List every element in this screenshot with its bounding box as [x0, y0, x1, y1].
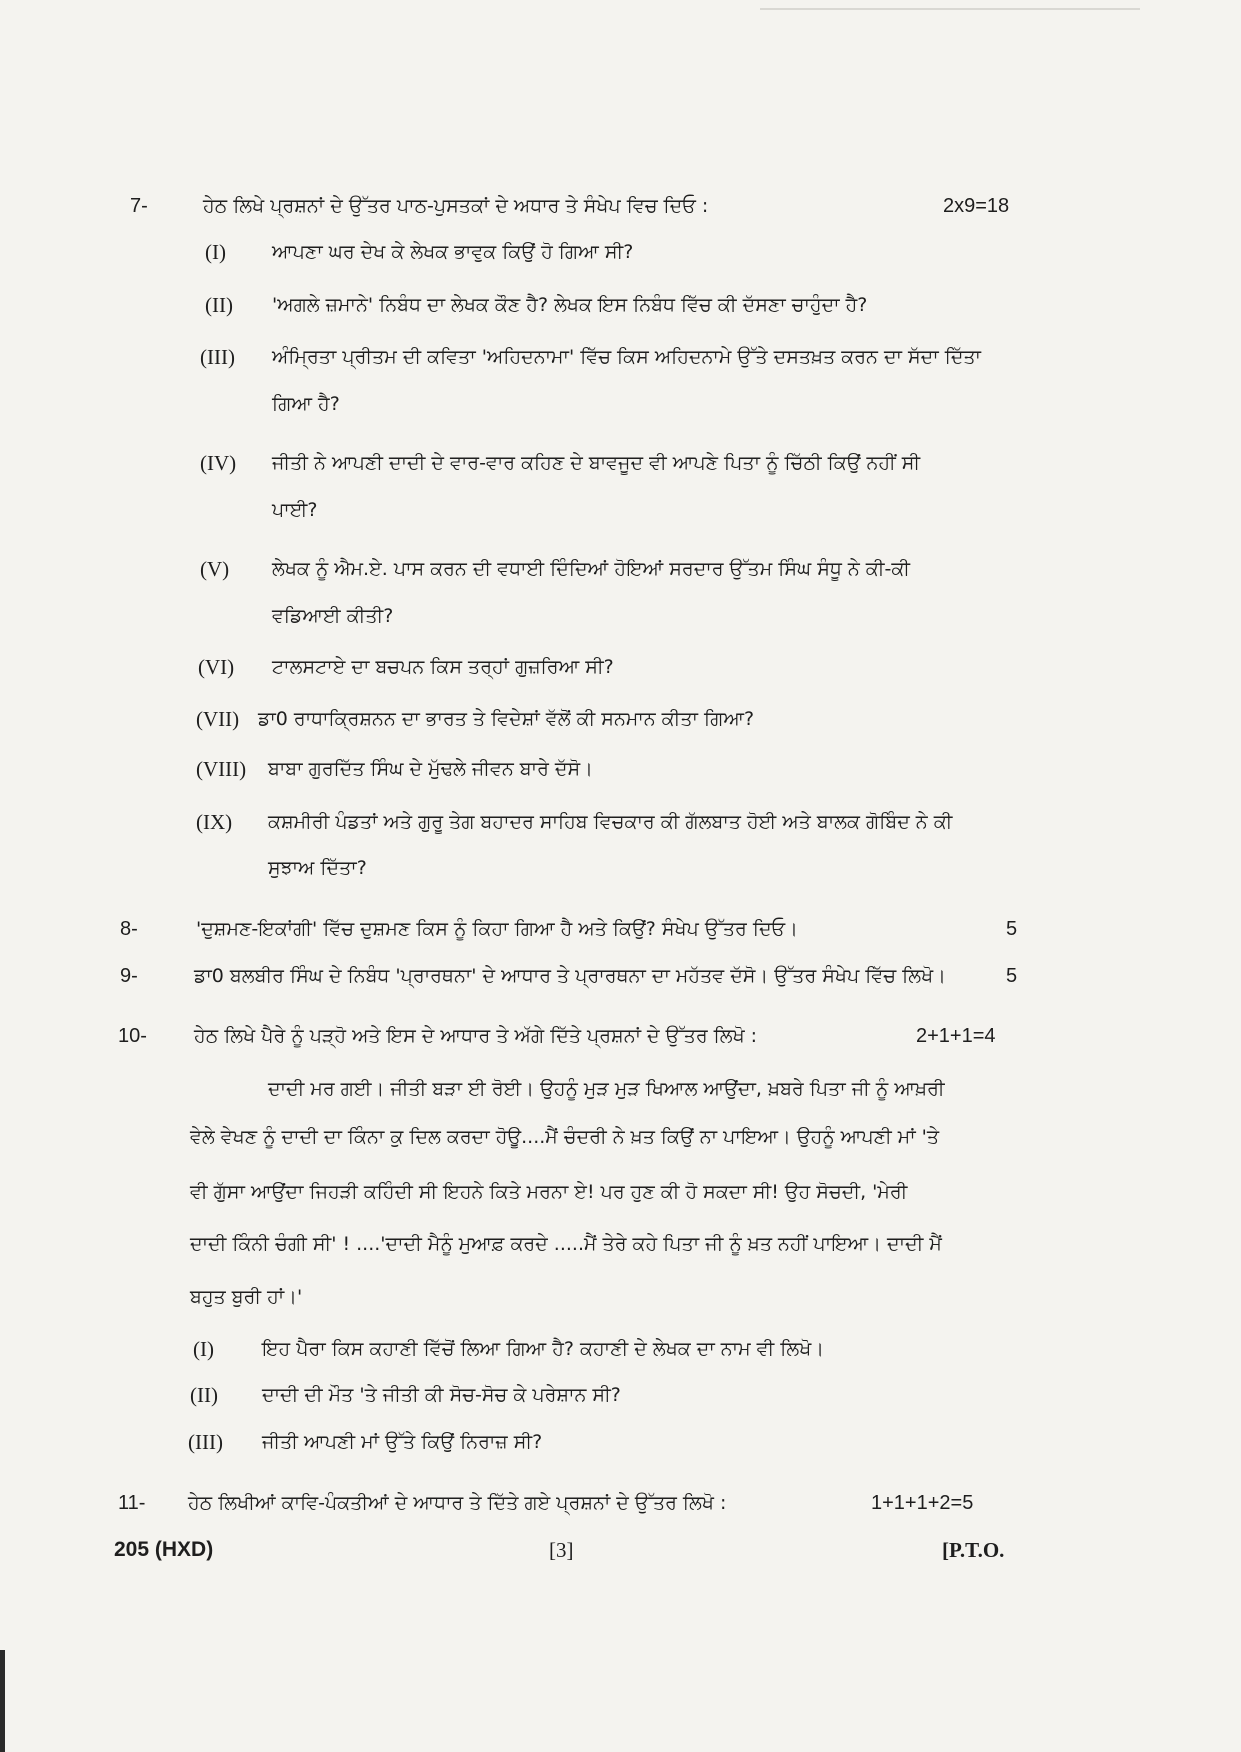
item-text: ਜੀਤੀ ਆਪਣੀ ਮਾਂ ਉੱਤੇ ਕਿਉਂ ਨਿਰਾਜ਼ ਸੀ?	[262, 1431, 543, 1453]
item-text: 'ਅਗਲੇ ਜ਼ਮਾਨੇ' ਨਿਬੰਧ ਦਾ ਲੇਖਕ ਕੌਣ ਹੈ? ਲੇਖਕ ਇਸ ਨਿਬੰਧ ਵਿੱਚ ਕੀ ਦੱਸਣਾ ਚਾਹੁੰਦਾ ਹੈ?	[272, 294, 868, 316]
question-text: ਡਾ0 ਬਲਬੀਰ ਸਿੰਘ ਦੇ ਨਿਬੰਧ 'ਪ੍ਰਾਰਥਨਾ' ਦੇ ਆਧਾਰ ਤੇ ਪ੍ਰਾਰਥਨਾ ਦਾ ਮਹੱਤਵ ਦੱਸੋ। ਉੱਤਰ ਸੰਖੇਪ ਵਿੱਚ ਲਿਖੋ।	[194, 965, 946, 987]
passage-line-1	[0, 1069, 1241, 1109]
question-9	[0, 956, 1241, 996]
question-number: 10-	[118, 1025, 147, 1047]
item-roman: (I)	[193, 1337, 214, 1361]
passage-line-5	[0, 1277, 1241, 1317]
question-8	[0, 909, 1241, 949]
q7-item-5	[0, 549, 1241, 589]
item-text-cont: ਗਿਆ ਹੈ?	[272, 393, 340, 415]
q10-item-2	[0, 1375, 1241, 1415]
item-roman: (VII)	[196, 707, 240, 731]
passage-text: ਵੀ ਗੁੱਸਾ ਆਉਂਦਾ ਜਿਹੜੀ ਕਹਿੰਦੀ ਸੀ ਇਹਨੇ ਕਿਤੇ ਮਰਨਾ ਏ! ਪਰ ਹੁਣ ਕੀ ਹੋ ਸਕਦਾ ਸੀ! ਉਹ ਸੋਚਦੀ, 'ਮੇਰੀ	[190, 1181, 908, 1203]
passage-text: ਦਾਦੀ ਮਰ ਗਈ। ਜੀਤੀ ਬੜਾ ਈ ਰੋਈ। ਉਹਨੂੰ ਮੁੜ ਮੁੜ ਖਿਆਲ ਆਉਂਦਾ, ਖ਼ਬਰੇ ਪਿਤਾ ਜੀ ਨੂੰ ਆਖ਼ਰੀ	[268, 1078, 945, 1100]
item-text-cont: ਪਾਈ?	[272, 499, 318, 521]
q7-item-9	[0, 802, 1241, 842]
item-roman: (IV)	[200, 451, 237, 475]
q10-item-1	[0, 1329, 1241, 1369]
question-text: ਹੇਠ ਲਿਖੀਆਂ ਕਾਵਿ-ਪੰਕਤੀਆਂ ਦੇ ਆਧਾਰ ਤੇ ਦਿੱਤੇ ਗਏ ਪ੍ਰਸ਼ਨਾਂ ਦੇ ਉੱਤਰ ਲਿਖੋ :	[188, 1492, 727, 1514]
question-marks: 5	[1006, 918, 1018, 940]
q7-item-6	[0, 647, 1241, 687]
item-roman: (III)	[200, 345, 235, 369]
question-text: 'ਦੁਸ਼ਮਣ-ਇਕਾਂਗੀ' ਵਿੱਚ ਦੁਸ਼ਮਣ ਕਿਸ ਨੂੰ ਕਿਹਾ ਗਿਆ ਹੈ ਅਤੇ ਕਿਉਂ? ਸੰਖੇਪ ਉੱਤਰ ਦਿਓ।	[196, 918, 798, 940]
q7-item-4-cont	[0, 490, 1241, 530]
page-footer	[0, 1530, 1241, 1570]
item-text: ਲੇਖਕ ਨੂੰ ਐਮ.ਏ. ਪਾਸ ਕਰਨ ਦੀ ਵਧਾਈ ਦਿੰਦਿਆਂ ਹੋਇਆਂ ਸਰਦਾਰ ਉੱਤਮ ਸਿੰਘ ਸੰਧੂ ਨੇ ਕੀ-ਕੀ	[272, 558, 910, 580]
q7-item-8	[0, 749, 1241, 789]
q7-item-2	[0, 285, 1241, 325]
item-text-cont: ਸੁਝਾਅ ਦਿੱਤਾ?	[268, 857, 367, 879]
q7-item-5-cont	[0, 596, 1241, 636]
item-roman: (V)	[200, 557, 230, 581]
item-text-cont: ਵਡਿਆਈ ਕੀਤੀ?	[272, 605, 394, 627]
q7-item-4	[0, 443, 1241, 483]
passage-text: ਵੇਲੇ ਵੇਖਣ ਨੂੰ ਦਾਦੀ ਦਾ ਕਿੰਨਾ ਕੁ ਦਿਲ ਕਰਦਾ ਹੋਊ....ਮੈਂ ਚੰਦਰੀ ਨੇ ਖ਼ਤ ਕਿਉਂ ਨਾ ਪਾਇਆ। ਉਹਨੂੰ ਆਪਣੀ ਮਾਂ 'ਤੇ	[190, 1126, 939, 1148]
passage-line-4	[0, 1224, 1241, 1264]
passage-line-3	[0, 1172, 1241, 1212]
question-text: ਹੇਠ ਲਿਖੇ ਪ੍ਰਸ਼ਨਾਂ ਦੇ ਉੱਤਰ ਪਾਠ-ਪੁਸਤਕਾਂ ਦੇ ਅਧਾਰ ਤੇ ਸੰਖੇਪ ਵਿਚ ਦਿਓ :	[203, 195, 709, 217]
item-text: ਜੀਤੀ ਨੇ ਆਪਣੀ ਦਾਦੀ ਦੇ ਵਾਰ-ਵਾਰ ਕਹਿਣ ਦੇ ਬਾਵਜੂਦ ਵੀ ਆਪਣੇ ਪਿਤਾ ਨੂੰ ਚਿੱਠੀ ਕਿਉਂ ਨਹੀਂ ਸੀ	[272, 452, 921, 474]
question-number: 8-	[120, 918, 138, 940]
q7-item-3-cont	[0, 384, 1241, 424]
q7-item-3	[0, 337, 1241, 377]
question-number: 9-	[120, 965, 138, 987]
item-roman: (I)	[205, 240, 226, 264]
item-text: ਟਾਲਸਟਾਏ ਦਾ ਬਚਪਨ ਕਿਸ ਤਰ੍ਹਾਂ ਗੁਜ਼ਰਿਆ ਸੀ?	[272, 656, 614, 678]
item-roman: (VI)	[198, 655, 235, 679]
question-7-header	[0, 186, 1241, 226]
passage-text: ਦਾਦੀ ਕਿੰਨੀ ਚੰਗੀ ਸੀ' ! ....'ਦਾਦੀ ਮੈਨੂੰ ਮੁਆਫ਼ ਕਰਦੇ .....ਮੈਂ ਤੇਰੇ ਕਹੇ ਪਿਤਾ ਜੀ ਨੂੰ ਖ਼ਤ ਨਹੀਂ ਪਾਇਆ। ਦਾਦੀ ਮੈਂ	[190, 1233, 942, 1255]
item-text: ਇਹ ਪੈਰਾ ਕਿਸ ਕਹਾਣੀ ਵਿੱਚੋਂ ਲਿਆ ਗਿਆ ਹੈ? ਕਹਾਣੀ ਦੇ ਲੇਖਕ ਦਾ ਨਾਮ ਵੀ ਲਿਖੋ।	[262, 1338, 825, 1360]
item-roman: (IX)	[196, 810, 233, 834]
q10-item-3	[0, 1422, 1241, 1462]
question-11	[0, 1483, 1241, 1523]
scan-edge	[0, 1650, 5, 1752]
item-roman: (III)	[188, 1430, 223, 1454]
pto-label: [P.T.O.	[942, 1538, 1005, 1562]
question-marks: 1+1+1+2=5	[871, 1492, 974, 1514]
passage-text: ਬਹੁਤ ਬੁਰੀ ਹਾਂ।'	[190, 1286, 303, 1308]
page-number: [3]	[549, 1538, 574, 1562]
question-marks: 2+1+1=4	[916, 1025, 996, 1047]
q7-item-9-cont	[0, 848, 1241, 888]
paper-code: 205 (HXD)	[114, 1538, 214, 1561]
q7-item-1	[0, 232, 1241, 272]
question-text: ਹੇਠ ਲਿਖੇ ਪੈਰੇ ਨੂੰ ਪੜ੍ਹੋ ਅਤੇ ਇਸ ਦੇ ਆਧਾਰ ਤੇ ਅੱਗੇ ਦਿੱਤੇ ਪ੍ਰਸ਼ਨਾਂ ਦੇ ਉੱਤਰ ਲਿਖੋ :	[194, 1025, 758, 1047]
item-roman: (II)	[205, 293, 233, 317]
item-text: ਆਪਣਾ ਘਰ ਦੇਖ ਕੇ ਲੇਖਕ ਭਾਵੁਕ ਕਿਉਂ ਹੋ ਗਿਆ ਸੀ?	[272, 241, 634, 263]
item-roman: (II)	[190, 1383, 218, 1407]
item-text: ਡਾ0 ਰਾਧਾਕ੍ਰਿਸ਼ਨਨ ਦਾ ਭਾਰਤ ਤੇ ਵਿਦੇਸ਼ਾਂ ਵੱਲੋਂ ਕੀ ਸਨਮਾਨ ਕੀਤਾ ਗਿਆ?	[258, 708, 755, 730]
scan-artifact	[760, 8, 1140, 10]
passage-line-2	[0, 1117, 1241, 1157]
question-marks: 5	[1006, 965, 1018, 987]
item-roman: (VIII)	[196, 757, 247, 781]
item-text: ਅੰਮ੍ਰਿਤਾ ਪ੍ਰੀਤਮ ਦੀ ਕਵਿਤਾ 'ਅਹਿਦਨਾਮਾ' ਵਿੱਚ ਕਿਸ ਅਹਿਦਨਾਮੇ ਉੱਤੇ ਦਸਤਖ਼ਤ ਕਰਨ ਦਾ ਸੱਦਾ ਦਿੱਤਾ	[272, 346, 981, 368]
question-number: 11-	[118, 1492, 146, 1514]
item-text: ਦਾਦੀ ਦੀ ਮੌਤ 'ਤੇ ਜੀਤੀ ਕੀ ਸੋਚ-ਸੋਚ ਕੇ ਪਰੇਸ਼ਾਨ ਸੀ?	[262, 1384, 621, 1406]
question-10-header	[0, 1016, 1241, 1056]
question-marks: 2x9=18	[943, 195, 1010, 217]
q7-item-7	[0, 699, 1241, 739]
item-text: ਬਾਬਾ ਗੁਰਦਿੱਤ ਸਿੰਘ ਦੇ ਮੁੱਢਲੇ ਜੀਵਨ ਬਾਰੇ ਦੱਸੋ।	[268, 758, 593, 780]
question-number: 7-	[130, 195, 148, 217]
item-text: ਕਸ਼ਮੀਰੀ ਪੰਡਤਾਂ ਅਤੇ ਗੁਰੂ ਤੇਗ ਬਹਾਦਰ ਸਾਹਿਬ ਵਿਚਕਾਰ ਕੀ ਗੱਲਬਾਤ ਹੋਈ ਅਤੇ ਬਾਲਕ ਗੋਬਿੰਦ ਨੇ ਕੀ	[268, 811, 953, 833]
